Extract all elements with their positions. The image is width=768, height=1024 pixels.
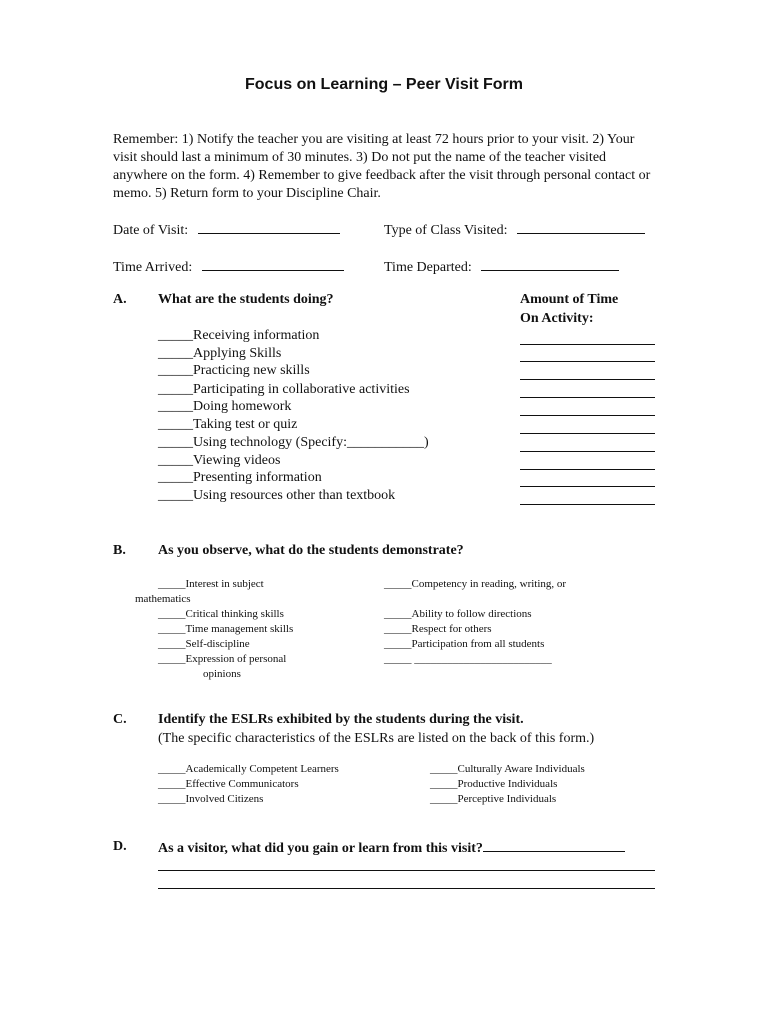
activity-item[interactable]: _____Receiving information bbox=[158, 328, 320, 343]
eslr-item[interactable]: _____Involved Citizens bbox=[158, 793, 264, 805]
demonstrate-item[interactable]: _____Competency in reading, writing, or bbox=[384, 578, 567, 590]
amount-line[interactable] bbox=[520, 451, 655, 452]
activity-item[interactable]: _____Using technology (Specify:___________) bbox=[158, 435, 429, 450]
demonstrate-item[interactable]: _____Ability to follow directions bbox=[384, 608, 532, 620]
eslr-item[interactable]: _____Culturally Aware Individuals bbox=[430, 763, 585, 775]
section-d-letter: D. bbox=[113, 839, 127, 854]
amount-line[interactable] bbox=[520, 433, 655, 434]
demonstrate-item-other[interactable]: _____ _________________________ bbox=[384, 653, 552, 665]
type-of-class-line[interactable] bbox=[517, 221, 645, 234]
date-of-visit-label: Date of Visit: bbox=[113, 223, 189, 238]
time-arrived-label: Time Arrived: bbox=[113, 260, 193, 275]
demonstrate-item[interactable]: _____Time management skills bbox=[158, 623, 294, 635]
activity-item[interactable]: _____Practicing new skills bbox=[158, 363, 310, 378]
demonstrate-item-continuation: opinions bbox=[203, 668, 241, 680]
amount-line[interactable] bbox=[520, 397, 655, 398]
amount-line[interactable] bbox=[520, 344, 655, 345]
amount-line[interactable] bbox=[520, 504, 655, 505]
section-c-note: (The specific characteristics of the ESLRs are listed on the back of this form.) bbox=[158, 731, 595, 746]
activity-item[interactable]: _____Doing homework bbox=[158, 399, 292, 414]
demonstrate-item-continuation: mathematics bbox=[135, 593, 191, 605]
activity-item[interactable]: _____Using resources other than textbook bbox=[158, 488, 396, 503]
time-departed-field[interactable] bbox=[384, 258, 619, 276]
amount-line[interactable] bbox=[520, 469, 655, 470]
amount-line[interactable] bbox=[520, 415, 655, 416]
amount-line[interactable] bbox=[520, 379, 655, 380]
section-c-question: Identify the ESLRs exhibited by the students during the visit. bbox=[158, 712, 524, 727]
section-a-question: What are the students doing? bbox=[158, 292, 334, 307]
section-c-letter: C. bbox=[113, 712, 127, 727]
eslr-item[interactable]: _____Perceptive Individuals bbox=[430, 793, 557, 805]
eslr-item[interactable]: _____Effective Communicators bbox=[158, 778, 299, 790]
demonstrate-item[interactable]: _____Interest in subject bbox=[158, 578, 264, 590]
demonstrate-item[interactable]: _____Respect for others bbox=[384, 623, 492, 635]
time-departed-label: Time Departed: bbox=[384, 260, 472, 275]
demonstrate-item[interactable]: _____Self-discipline bbox=[158, 638, 250, 650]
activity-item[interactable]: _____Presenting information bbox=[158, 470, 322, 485]
section-d-question: As a visitor, what did you gain or learn from this visit? bbox=[158, 841, 483, 856]
amount-header-line2: On Activity: bbox=[520, 311, 594, 326]
type-of-class-field[interactable] bbox=[384, 221, 645, 239]
date-of-visit-field[interactable] bbox=[113, 221, 340, 239]
answer-line[interactable] bbox=[483, 839, 625, 852]
time-arrived-field[interactable] bbox=[113, 258, 344, 276]
section-d-question-row[interactable] bbox=[158, 839, 625, 857]
activity-item[interactable]: _____Applying Skills bbox=[158, 346, 282, 361]
answer-line[interactable] bbox=[158, 888, 655, 889]
type-of-class-label: Type of Class Visited: bbox=[384, 223, 508, 238]
eslr-item[interactable]: _____Productive Individuals bbox=[430, 778, 558, 790]
activity-item[interactable]: _____Taking test or quiz bbox=[158, 417, 298, 432]
section-a-letter: A. bbox=[113, 292, 127, 307]
eslr-item[interactable]: _____Academically Competent Learners bbox=[158, 763, 339, 775]
section-b-letter: B. bbox=[113, 543, 126, 558]
section-b-question: As you observe, what do the students demonstrate? bbox=[158, 543, 464, 558]
activity-item[interactable]: _____Viewing videos bbox=[158, 453, 281, 468]
demonstrate-item[interactable]: _____Expression of personal bbox=[158, 653, 287, 665]
demonstrate-item[interactable]: _____Critical thinking skills bbox=[158, 608, 284, 620]
demonstrate-item[interactable]: _____Participation from all students bbox=[384, 638, 545, 650]
page-title: Focus on Learning – Peer Visit Form bbox=[245, 76, 523, 93]
reminder-paragraph: Remember: 1) Notify the teacher you are visiting at least 72 hours prior to your visit. 2) Your visit should last a minimum of 30 minutes. 3) Do not put the name of the teacher visited anywhere on the form. 4) Remember to give feedback after the visit through personal contact or memo. 5) Return form to your Discipline Chair. bbox=[113, 132, 651, 201]
time-departed-line[interactable] bbox=[481, 258, 619, 271]
activity-item[interactable]: _____Participating in collaborative activities bbox=[158, 382, 410, 397]
amount-line[interactable] bbox=[520, 486, 655, 487]
amount-header-line1: Amount of Time bbox=[520, 292, 619, 307]
amount-line[interactable] bbox=[520, 361, 655, 362]
time-arrived-line[interactable] bbox=[202, 258, 344, 271]
answer-line[interactable] bbox=[158, 870, 655, 871]
date-of-visit-line[interactable] bbox=[198, 221, 340, 234]
